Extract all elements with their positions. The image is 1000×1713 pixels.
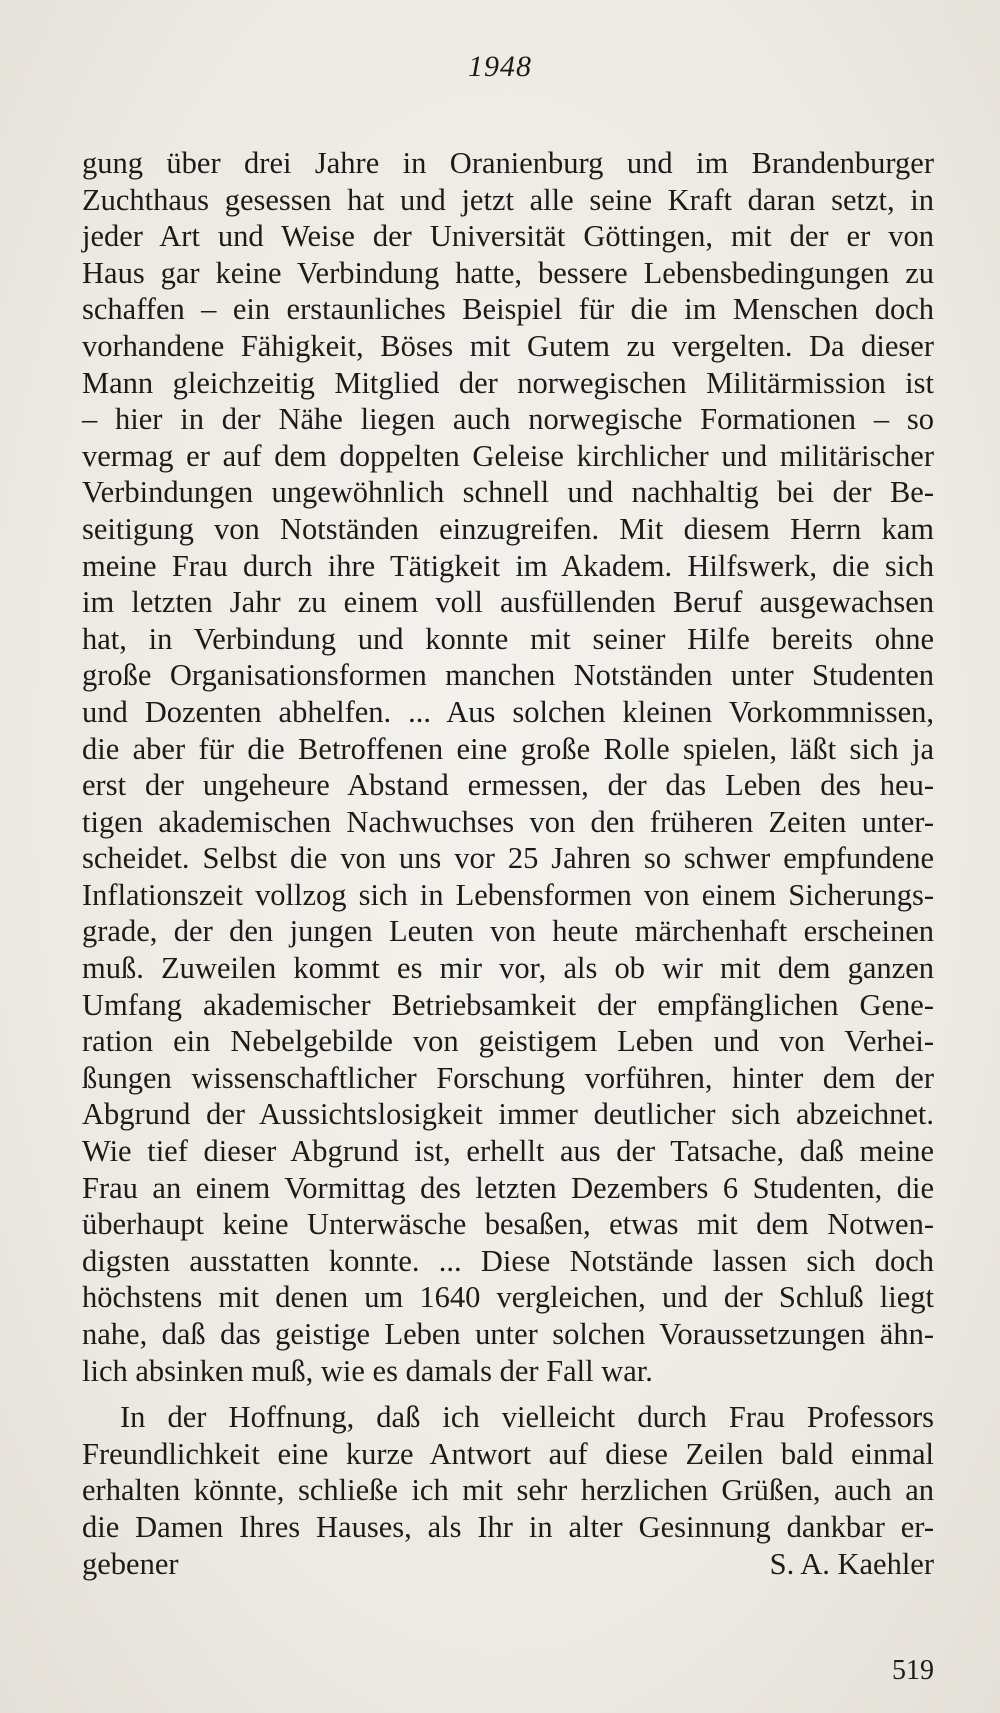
- body-line: Mann gleichzeitig Mitglied der norwegischen Militärmission ist: [82, 365, 934, 400]
- body-line: – hier in der Nähe liegen auch norwegische Formationen – so: [82, 402, 934, 437]
- closing-line: erhalten könnte, schließe ich mit sehr herzlichen Grüßen, auch an: [82, 1473, 934, 1508]
- body-line: Haus gar keine Verbindung hatte, bessere Lebensbedingungen zu: [82, 255, 934, 290]
- body-line: grade, der den jungen Leuten von heute märchenhaft erscheinen: [82, 914, 934, 949]
- body-line: Inflationszeit vollzog sich in Lebensformen von einem Sicherungs-: [82, 877, 934, 912]
- body-line: höchstens mit denen um 1640 vergleichen, und der Schluß liegt: [82, 1280, 934, 1315]
- body-line: jeder Art und Weise der Universität Göttingen, mit der er von: [82, 219, 934, 254]
- body-line: nahe, daß das geistige Leben unter solchen Voraussetzungen ähn-: [82, 1317, 934, 1351]
- body-line: schaffen – ein erstaunliches Beispiel für die im Menschen doch: [82, 292, 934, 327]
- body-line: ration ein Nebelgebilde von geistigem Leben und von Verhei-: [82, 1024, 934, 1059]
- body-line: tigen akademischen Nachwuchses von den früheren Zeiten unter-: [82, 804, 934, 839]
- body-line: digsten ausstatten konnte. ... Diese Notstände lassen sich doch: [82, 1243, 934, 1278]
- body-line: ßungen wissenschaftlicher Forschung vorführen, hinter dem der: [82, 1060, 934, 1095]
- body-line: und Dozenten abhelfen. ... Aus solchen kleinen Vorkommnissen,: [82, 694, 934, 729]
- body-line: muß. Zuweilen kommt es mir vor, als ob wir mit dem ganzen: [82, 951, 934, 986]
- body-line: große Organisationsformen manchen Notständen unter Studenten: [82, 658, 934, 693]
- body-line: vorhandene Fähigkeit, Böses mit Gutem zu vergelten. Da dieser: [82, 328, 934, 363]
- signature: S. A. Kaehler: [769, 1546, 934, 1581]
- body-line: die aber für die Betroffenen eine große Rolle spielen, läßt sich ja: [82, 731, 934, 766]
- signature-line: [82, 1546, 934, 1583]
- body-line: im letzten Jahr zu einem voll ausfüllenden Beruf ausgewachsen: [82, 585, 934, 620]
- body-line: überhaupt keine Unterwäsche besaßen, etwas mit dem Notwen-: [82, 1207, 934, 1242]
- closing-line: In der Hoffnung, daß ich vielleicht durch Frau Professors: [120, 1400, 934, 1435]
- letter-text: [82, 145, 934, 1582]
- body-line: Verbindungen ungewöhnlich schnell und nachhaltig bei der Be-: [82, 475, 934, 510]
- body-line: Frau an einem Vormittag des letzten Dezembers 6 Studenten, die: [82, 1170, 934, 1205]
- closing-final-word: gebener: [82, 1546, 179, 1581]
- body-line: seitigung von Notständen einzugreifen. Mit diesem Herrn kam: [82, 511, 934, 546]
- body-line: vermag er auf dem doppelten Geleise kirchlicher und militärischer: [82, 438, 934, 473]
- body-line: Zuchthaus gesessen hat und jetzt alle seine Kraft daran setzt, in: [82, 182, 934, 217]
- body-line: Wie tief dieser Abgrund ist, erhellt aus der Tatsache, daß meine: [82, 1134, 934, 1169]
- body-line: scheidet. Selbst die von uns vor 25 Jahren so schwer empfundene: [82, 841, 934, 876]
- page-number: 519: [892, 1655, 934, 1686]
- body-line: gung über drei Jahre in Oranienburg und im Brandenburger: [82, 146, 934, 180]
- body-line: lich absinken muß, wie es damals der Fall war.: [82, 1353, 653, 1388]
- closing-line: die Damen Ihres Hauses, als Ihr in alter Gesinnung dankbar er-: [82, 1509, 934, 1544]
- body-line: Abgrund der Aussichtslosigkeit immer deutlicher sich abzeichnet.: [82, 1097, 934, 1132]
- running-head-year: 1948: [468, 50, 532, 83]
- body-line: meine Frau durch ihre Tätigkeit im Akadem. Hilfswerk, die sich: [82, 548, 934, 583]
- body-line: Umfang akademischer Betriebsamkeit der empfänglichen Gene-: [82, 987, 934, 1022]
- closing-line: Freundlichkeit eine kurze Antwort auf diese Zeilen bald einmal: [82, 1436, 934, 1471]
- body-line: hat, in Verbindung und konnte mit seiner Hilfe bereits ohne: [82, 621, 934, 656]
- body-line: erst der ungeheure Abstand ermessen, der das Leben des heu-: [82, 768, 934, 803]
